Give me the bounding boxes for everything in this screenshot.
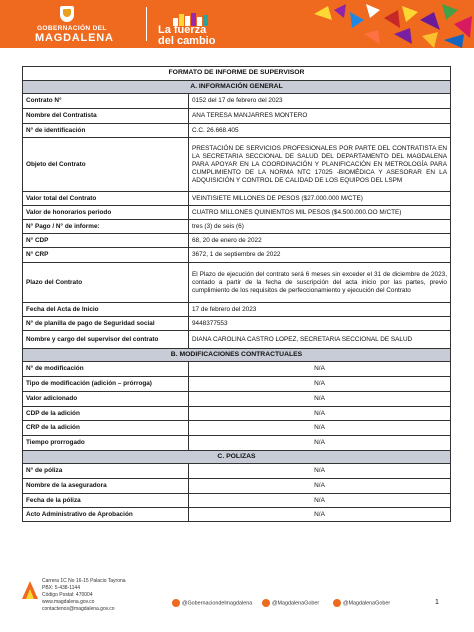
section-header-b-text: B. MODIFICACIONES CONTRACTUALES bbox=[23, 349, 451, 362]
field-value: CUATRO MILLONES QUINIENTOS MIL PESOS ($4.500.000.OO M/CTE) bbox=[189, 206, 451, 220]
field-label: N° de identificación bbox=[23, 124, 189, 138]
form-row bbox=[23, 331, 451, 349]
field-value: DIANA CAROLINA CASTRO LOPEZ, SECRETARIA SECCIONAL DE SALUD bbox=[189, 331, 451, 349]
field-value: C.C. 26.668.405 bbox=[189, 124, 451, 138]
form-row bbox=[23, 479, 451, 494]
form-row bbox=[23, 392, 451, 407]
field-label: N° de póliza bbox=[23, 464, 189, 479]
section-header-a-text: A. INFORMACIÓN GENERAL bbox=[23, 81, 451, 94]
social-facebook[interactable] bbox=[172, 599, 252, 607]
field-value: N/A bbox=[189, 421, 451, 436]
address-line[interactable]: www.magdalena.gov.co bbox=[42, 599, 95, 605]
form-row bbox=[23, 248, 451, 263]
field-label: Tiempo prorrogado bbox=[23, 436, 189, 451]
section-header-c bbox=[23, 451, 451, 464]
field-label: N° de modificación bbox=[23, 362, 189, 377]
field-label: Tipo de modificación (adición – prórroga) bbox=[23, 377, 189, 392]
field-value: N/A bbox=[189, 407, 451, 421]
slogan-line1: La fuerza bbox=[158, 24, 207, 36]
field-label: Nombre del Contratista bbox=[23, 109, 189, 124]
coat-of-arms-icon bbox=[60, 6, 74, 22]
field-label: Valor total del Contrato bbox=[23, 192, 189, 206]
field-value: 68, 20 de enero de 2022 bbox=[189, 234, 451, 248]
social-handle: @MagdalenaGober bbox=[343, 600, 391, 607]
field-value: PRESTACIÓN DE SERVICIOS PROFESIONALES POR PARTE DEL CONTRATISTA EN LA SECRETARIA SECCIONAL DE SALUD DEL DEPARTAMENTO DEL MAGDALENA PARA APOYAR EN LA COORDINACIÓN Y PLANIFICACIÓN EN METROLOGÍA PARA CUMPLIMIENTO DE LA NORMA NTC 17025 -BIOMÉDICA Y ASESORAR EN LA ADQUISICIÓN Y CONTROL DE CALIDAD DE LOS EQUIPOS DEL LSPM bbox=[189, 138, 451, 192]
field-value: N/A bbox=[189, 362, 451, 377]
form-row bbox=[23, 464, 451, 479]
supervisor-report-form bbox=[22, 66, 451, 522]
field-label: CRP de la adición bbox=[23, 421, 189, 436]
page-number: 1 bbox=[435, 599, 439, 606]
field-label: N° de planilla de pago de Seguridad social bbox=[23, 317, 189, 331]
field-label: Valor adicionado bbox=[23, 392, 189, 407]
form-row bbox=[23, 421, 451, 436]
form-row bbox=[23, 94, 451, 109]
gov-name: MAGDALENA bbox=[35, 32, 114, 44]
form-row bbox=[23, 377, 451, 392]
form-row bbox=[23, 109, 451, 124]
field-label: Nombre de la aseguradora bbox=[23, 479, 189, 494]
field-value: N/A bbox=[189, 494, 451, 508]
field-label: Nombre y cargo del supervisor del contrato bbox=[23, 331, 189, 349]
field-label: Objeto del Contrato bbox=[23, 138, 189, 192]
field-value: tres (3) de seis (6) bbox=[189, 220, 451, 234]
social-instagram[interactable] bbox=[262, 599, 319, 607]
field-value: N/A bbox=[189, 377, 451, 392]
form-row bbox=[23, 494, 451, 508]
field-value: 9448377553 bbox=[189, 317, 451, 331]
section-header-a bbox=[23, 81, 451, 94]
field-value: El Plazo de ejecución del contrato será 6 meses sin exceder el 31 de diciembre de 2023, contado a partir de la fecha de suscripción del acta inicio por las partes, previo cumplimiento de los requisitos de perfeccionamiento y ejecución del Contrato bbox=[189, 263, 451, 303]
address-line: Código Postal: 470004 bbox=[42, 592, 93, 598]
field-value: 17 de febrero del 2023 bbox=[189, 303, 451, 317]
field-label: CDP de la adición bbox=[23, 407, 189, 421]
form-row bbox=[23, 192, 451, 206]
header-divider bbox=[146, 7, 147, 41]
field-value: N/A bbox=[189, 436, 451, 451]
field-label: Plazo del Contrato bbox=[23, 263, 189, 303]
decorative-pattern-icon bbox=[294, 0, 474, 48]
field-label: Fecha del Acta de Inicio bbox=[23, 303, 189, 317]
form-title-text: FORMATO DE INFORME DE SUPERVISOR bbox=[23, 67, 451, 81]
section-header-c-text: C. POLIZAS bbox=[23, 451, 451, 464]
form-row bbox=[23, 436, 451, 451]
slogan-line2: del cambio bbox=[158, 35, 216, 47]
social-twitter[interactable] bbox=[333, 599, 390, 607]
form-row bbox=[23, 263, 451, 303]
social-handle: @Gobernaciondelmagdalena bbox=[182, 600, 253, 607]
form-row bbox=[23, 206, 451, 220]
page-header bbox=[0, 0, 474, 48]
address-line: PBX: 5-438-1144 bbox=[42, 585, 80, 591]
field-value: N/A bbox=[189, 479, 451, 494]
form-row bbox=[23, 362, 451, 377]
footer-logo-icon bbox=[22, 581, 38, 599]
field-label: N° CRP bbox=[23, 248, 189, 263]
gov-name-top: GOBERNACIÓN DEL bbox=[37, 25, 107, 32]
twitter-icon bbox=[333, 599, 341, 607]
field-value: N/A bbox=[189, 508, 451, 522]
field-label: N° CDP bbox=[23, 234, 189, 248]
field-value: N/A bbox=[189, 464, 451, 479]
field-label: Valor de honorarios periodo bbox=[23, 206, 189, 220]
form-row bbox=[23, 220, 451, 234]
section-header-b bbox=[23, 349, 451, 362]
form-row bbox=[23, 317, 451, 331]
form-row bbox=[23, 138, 451, 192]
facebook-icon bbox=[172, 599, 180, 607]
buildings-logo-icon bbox=[173, 8, 211, 22]
field-label: N° Pago / N° de informe: bbox=[23, 220, 189, 234]
form-row bbox=[23, 407, 451, 421]
field-value: 3672, 1 de septiembre de 2022 bbox=[189, 248, 451, 263]
form-row bbox=[23, 303, 451, 317]
field-value: 0152 del 17 de febrero del 2023 bbox=[189, 94, 451, 109]
field-label: Contrato N° bbox=[23, 94, 189, 109]
field-value: N/A bbox=[189, 392, 451, 407]
field-value: VEINTISIETE MILLONES DE PESOS ($27.000.000 M/CTE) bbox=[189, 192, 451, 206]
social-handle: @MagdalenaGober bbox=[272, 600, 320, 607]
form-row bbox=[23, 508, 451, 522]
form-row bbox=[23, 124, 451, 138]
footer-address bbox=[42, 578, 126, 613]
form-title bbox=[23, 67, 451, 81]
address-line[interactable]: contactenos@magdalena.gov.co bbox=[42, 606, 115, 612]
field-label: Acto Administrativo de Aprobación bbox=[23, 508, 189, 522]
form-row bbox=[23, 234, 451, 248]
instagram-icon bbox=[262, 599, 270, 607]
field-value: ANA TERESA MANJARRES MONTERO bbox=[189, 109, 451, 124]
field-label: Fecha de la póliza bbox=[23, 494, 189, 508]
address-line: Carrera 1C No 16-15 Palacio Tayrona bbox=[42, 578, 126, 584]
